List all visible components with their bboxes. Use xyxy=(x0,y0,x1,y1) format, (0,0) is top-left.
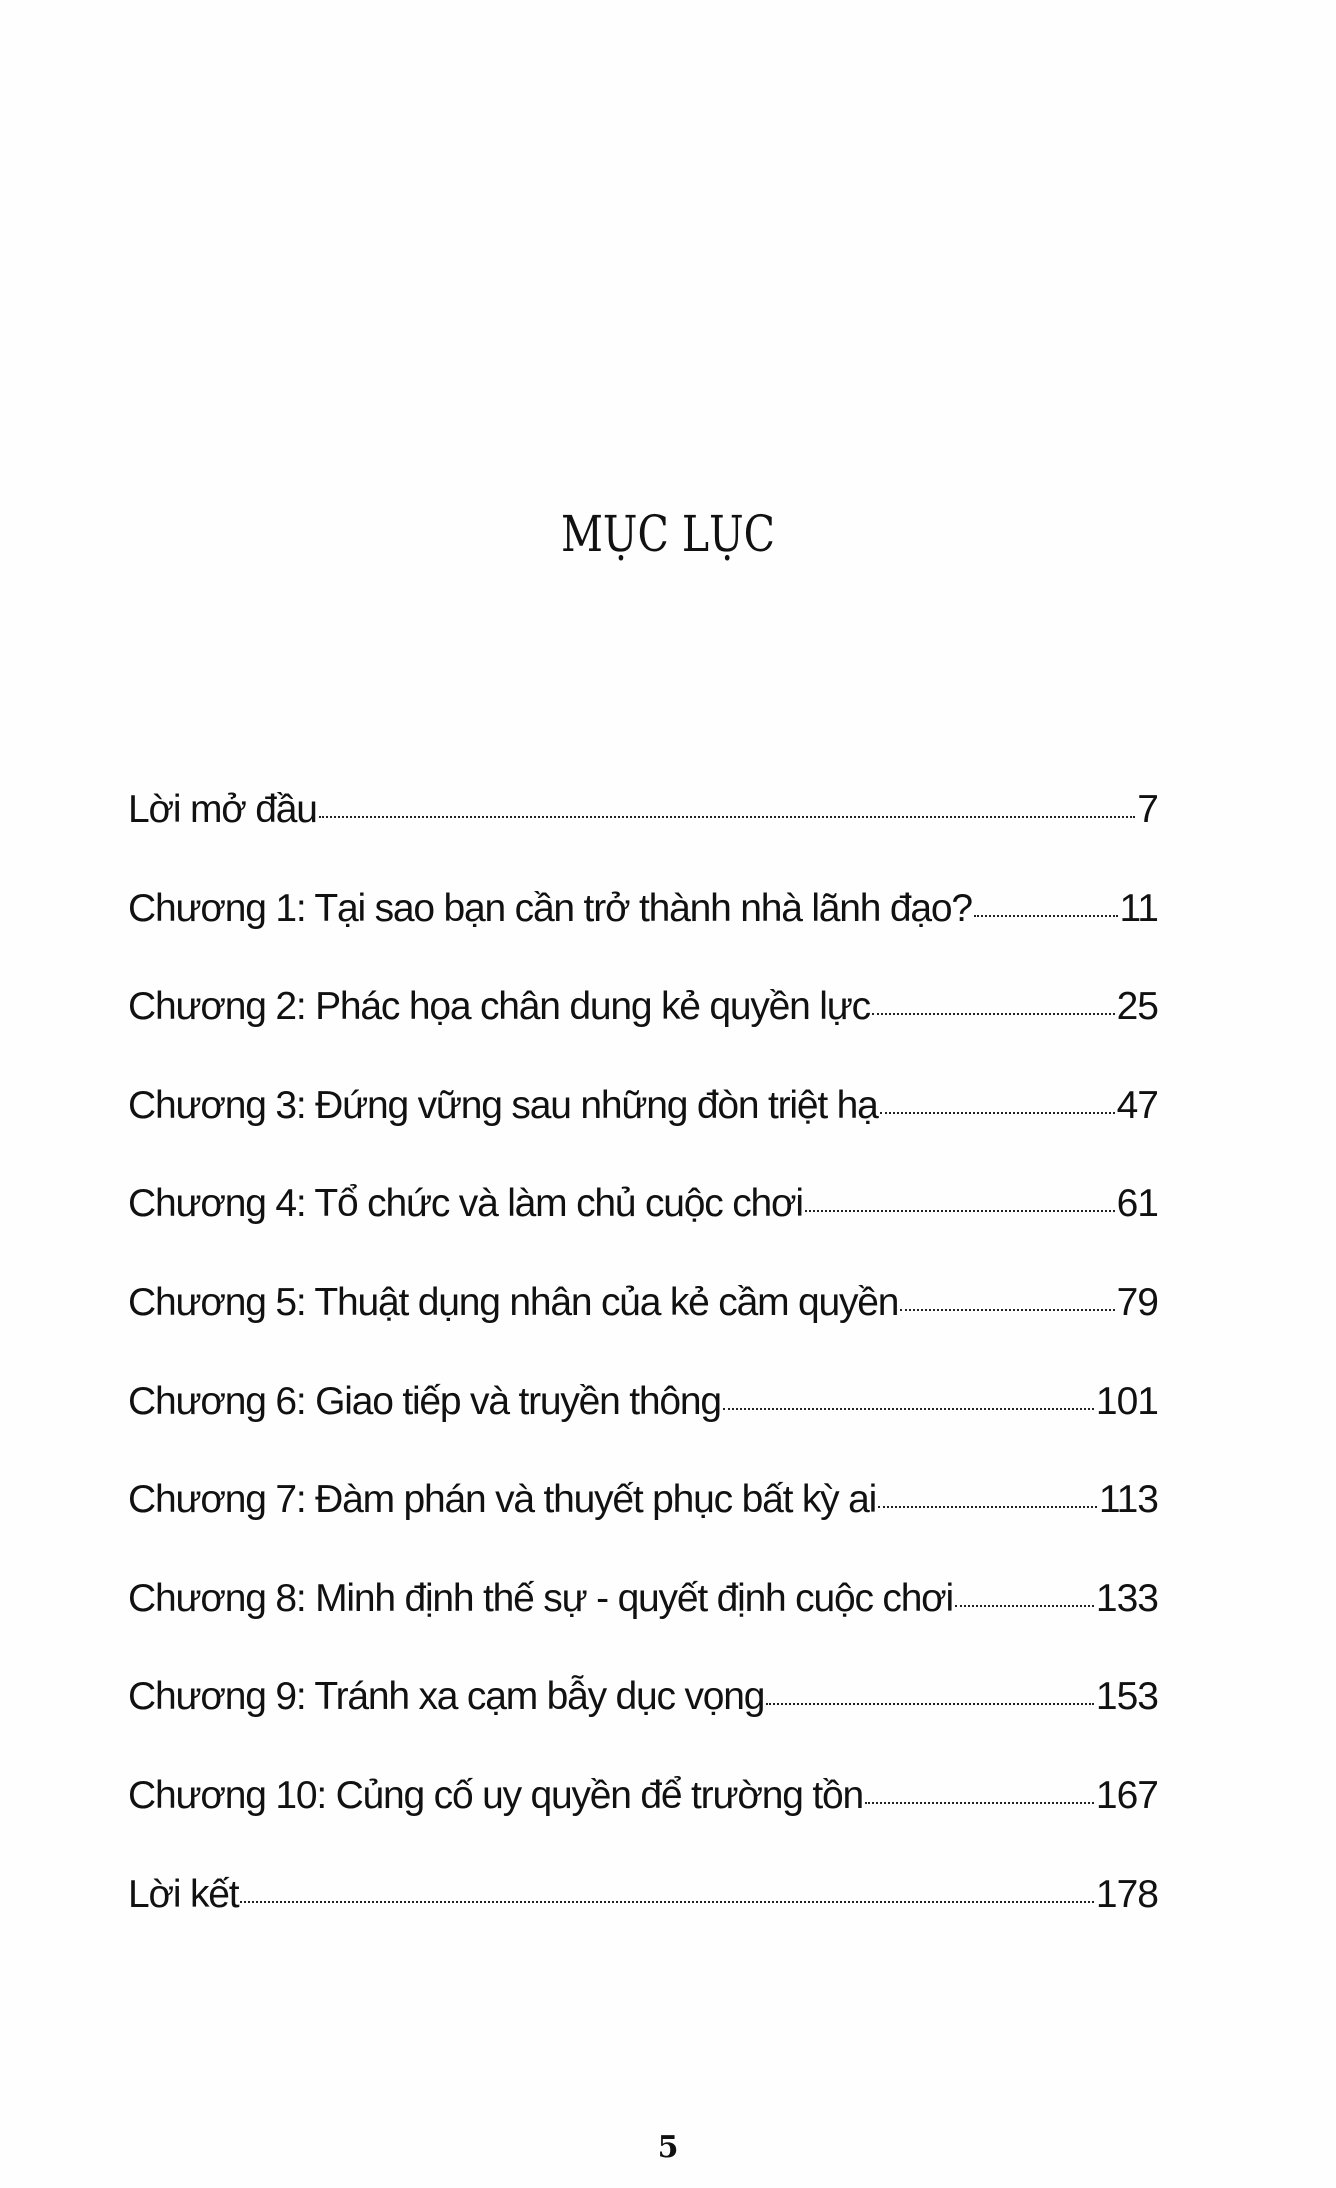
toc-leader-dots xyxy=(878,1506,1097,1508)
toc-item xyxy=(128,1083,1158,1185)
table-of-contents xyxy=(128,790,1158,1973)
toc-item-page: 133 xyxy=(1095,1576,1158,1620)
toc-item-page: 178 xyxy=(1095,1872,1158,1916)
toc-item-page: 101 xyxy=(1095,1379,1158,1423)
toc-leader-dots xyxy=(723,1408,1094,1410)
toc-item-label: Chương 6: Giao tiếp và truyền thông xyxy=(128,1379,721,1423)
toc-item xyxy=(128,1773,1158,1875)
toc-leader-dots xyxy=(766,1703,1094,1705)
toc-item-label: Chương 2: Phác họa chân dung kẻ quyền lực xyxy=(128,985,870,1029)
toc-leader-dots xyxy=(319,816,1136,818)
toc-item xyxy=(128,1872,1158,1974)
toc-leader-dots xyxy=(865,1802,1094,1804)
toc-item xyxy=(128,1480,1158,1579)
toc-leader-dots xyxy=(955,1605,1094,1607)
toc-item xyxy=(128,1677,1158,1776)
toc-item-label: Chương 5: Thuật dụng nhân của kẻ cầm quyền xyxy=(128,1280,899,1324)
toc-item-label: Chương 10: Củng cố uy quyền để trường tồn xyxy=(128,1773,863,1817)
toc-item-page: 47 xyxy=(1116,1083,1158,1127)
toc-item-page: 61 xyxy=(1116,1182,1158,1226)
page-title: MỤC LỤC xyxy=(560,505,776,563)
toc-item-page: 167 xyxy=(1095,1773,1158,1817)
toc-item-label: Lời kết xyxy=(128,1872,239,1916)
toc-item xyxy=(128,987,1158,1086)
toc-item-label: Chương 8: Minh định thế sự - quyết định cuộc chơi xyxy=(128,1576,954,1620)
toc-item xyxy=(128,1379,1158,1481)
toc-leader-dots xyxy=(872,1013,1115,1015)
toc-item-page: 11 xyxy=(1119,886,1158,930)
toc-leader-dots xyxy=(240,1901,1094,1903)
toc-item-page: 113 xyxy=(1098,1478,1158,1522)
toc-item-label: Lời mở đầu xyxy=(128,788,317,831)
toc-item-page: 25 xyxy=(1116,985,1158,1029)
toc-item-page: 7 xyxy=(1137,788,1158,831)
toc-item xyxy=(128,790,1158,889)
page-number: 5 xyxy=(657,2130,679,2165)
toc-item-label: Chương 9: Tránh xa cạm bẫy dục vọng xyxy=(128,1675,765,1719)
toc-leader-dots xyxy=(880,1112,1115,1114)
toc-item-page: 153 xyxy=(1095,1675,1158,1719)
toc-leader-dots xyxy=(900,1309,1114,1311)
toc-item-label: Chương 4: Tổ chức và làm chủ cuộc chơi xyxy=(128,1182,803,1226)
toc-item xyxy=(128,1576,1158,1678)
toc-item-label: Chương 7: Đàm phán và thuyết phục bất kỳ ai xyxy=(128,1478,877,1522)
toc-leader-dots xyxy=(974,915,1118,917)
toc-item xyxy=(128,1280,1158,1382)
toc-item xyxy=(128,886,1158,988)
toc-leader-dots xyxy=(805,1210,1115,1212)
toc-item-label: Chương 1: Tại sao bạn cần trở thành nhà lãnh đạo? xyxy=(128,886,972,930)
toc-item xyxy=(128,1184,1158,1283)
toc-item-page: 79 xyxy=(1116,1280,1158,1324)
toc-item-label: Chương 3: Đứng vững sau những đòn triệt hạ xyxy=(128,1083,878,1127)
